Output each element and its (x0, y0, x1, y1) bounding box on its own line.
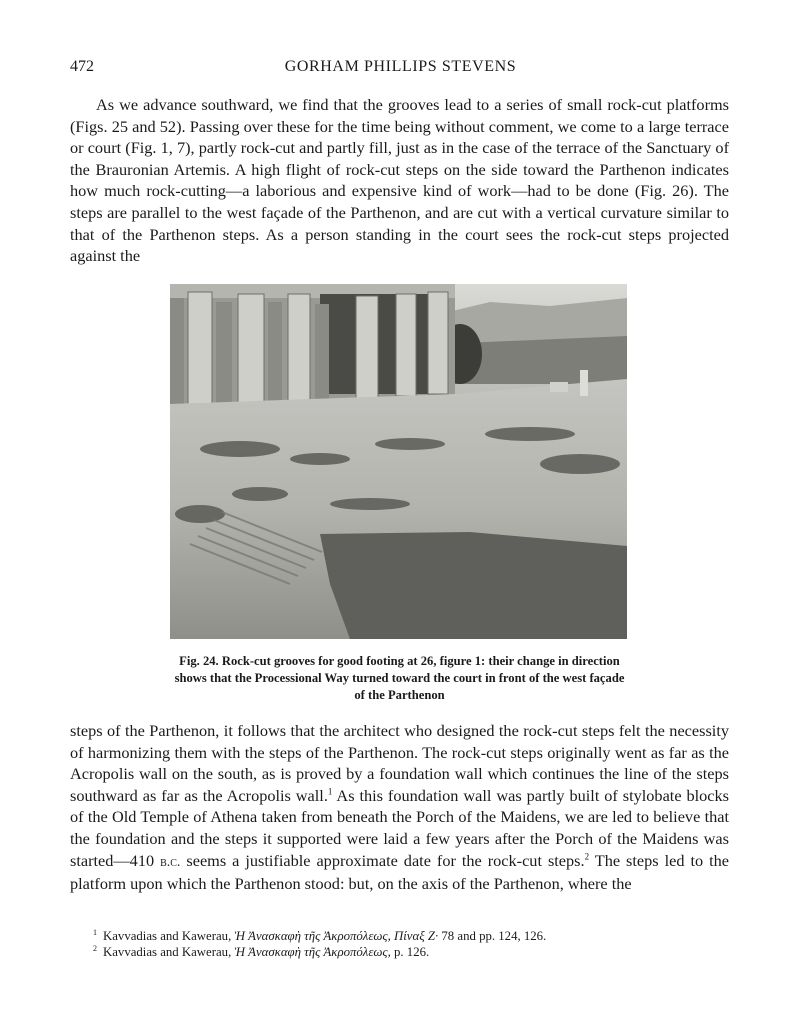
footnote-mark: 1 (93, 927, 97, 937)
page-header (0, 58, 801, 80)
footnote-authors: Kavvadias and Kawerau, (103, 945, 235, 959)
footnote-ref-1: 1 (327, 786, 333, 797)
footnote-mark: 2 (93, 943, 97, 953)
paragraph-2-text: seems a justifiable approximate date for the rock-cut steps. (180, 850, 585, 870)
figure-photograph (170, 284, 627, 639)
footnote-1 (93, 928, 546, 945)
footnote-ref-2: 2 (584, 851, 590, 862)
paragraph-1: As we advance southward, we find that the grooves lead to a series of small rock-cut platforms (Figs. 25 and 52). Passing over these for the time being without comment, we come to a large terrace or court (Fig. 1, 7), partly rock-cut and partly fill, just as in the case of the terrace of the Sanctuary of the Brauronian Artemis. A high flight of rock-cut steps on the side toward the Parthenon indicates how much rock-cutting—a laborious and expensive kind of work—had to be done (Fig. 26). The steps are parallel to the west façade of the Parthenon, and are cut with a vertical curvature similar to that of the Parthenon steps. As a person standing in the court sees the rock-cut steps projected against the (70, 95, 729, 266)
footnote-greek-title: Ἡ Ἀνασκαφὴ τῆς Ἀκροπόλεως, (234, 945, 391, 959)
figure-caption: Fig. 24. Rock-cut grooves for good footing at 26, figure 1: their change in direction shows that the Processional Way turned toward the court in front of the west façade of the Parthenon (174, 654, 625, 702)
era-abbreviation: b.c. (160, 854, 181, 870)
running-head: GORHAM PHILLIPS STEVENS (284, 58, 517, 75)
footnote-2 (93, 944, 429, 961)
paragraph-2-text: As this foundation wall was partly built of stylobate blocks of the Old Temple of Athena taken from beneath the Porch of the Maidens, we are led to believe that the foundation and the steps it supported were laid a few years after the Porch of the Maidens was started—410 (70, 785, 729, 870)
footnote-greek-title: Ἡ Ἀνασκαφὴ τῆς Ἀκροπόλεως, Πίναξ Ζ· (234, 929, 439, 943)
paragraph-2 (70, 720, 729, 895)
paragraph-2-text: steps of the Parthenon, it follows that the architect who designed the rock-cut steps felt the necessity of harmonizing them with the steps of the Parthenon. The rock-cut steps originally went as far as the Acropolis wall on the south, as is proved by a foundation wall which continues the line of the steps southward as far as the Acropolis wall. (70, 721, 729, 805)
footnote-authors: Kavvadias and Kawerau, (103, 929, 235, 943)
footnote-pages: p. 126. (390, 945, 430, 959)
footnote-pages: 78 and pp. 124, 126. (438, 929, 547, 943)
page-number: 472 (70, 58, 94, 75)
paragraph-2-text: The steps led to the platform upon which the Parthenon stood: but, on the axis of the Parthenon, where the (70, 850, 729, 894)
